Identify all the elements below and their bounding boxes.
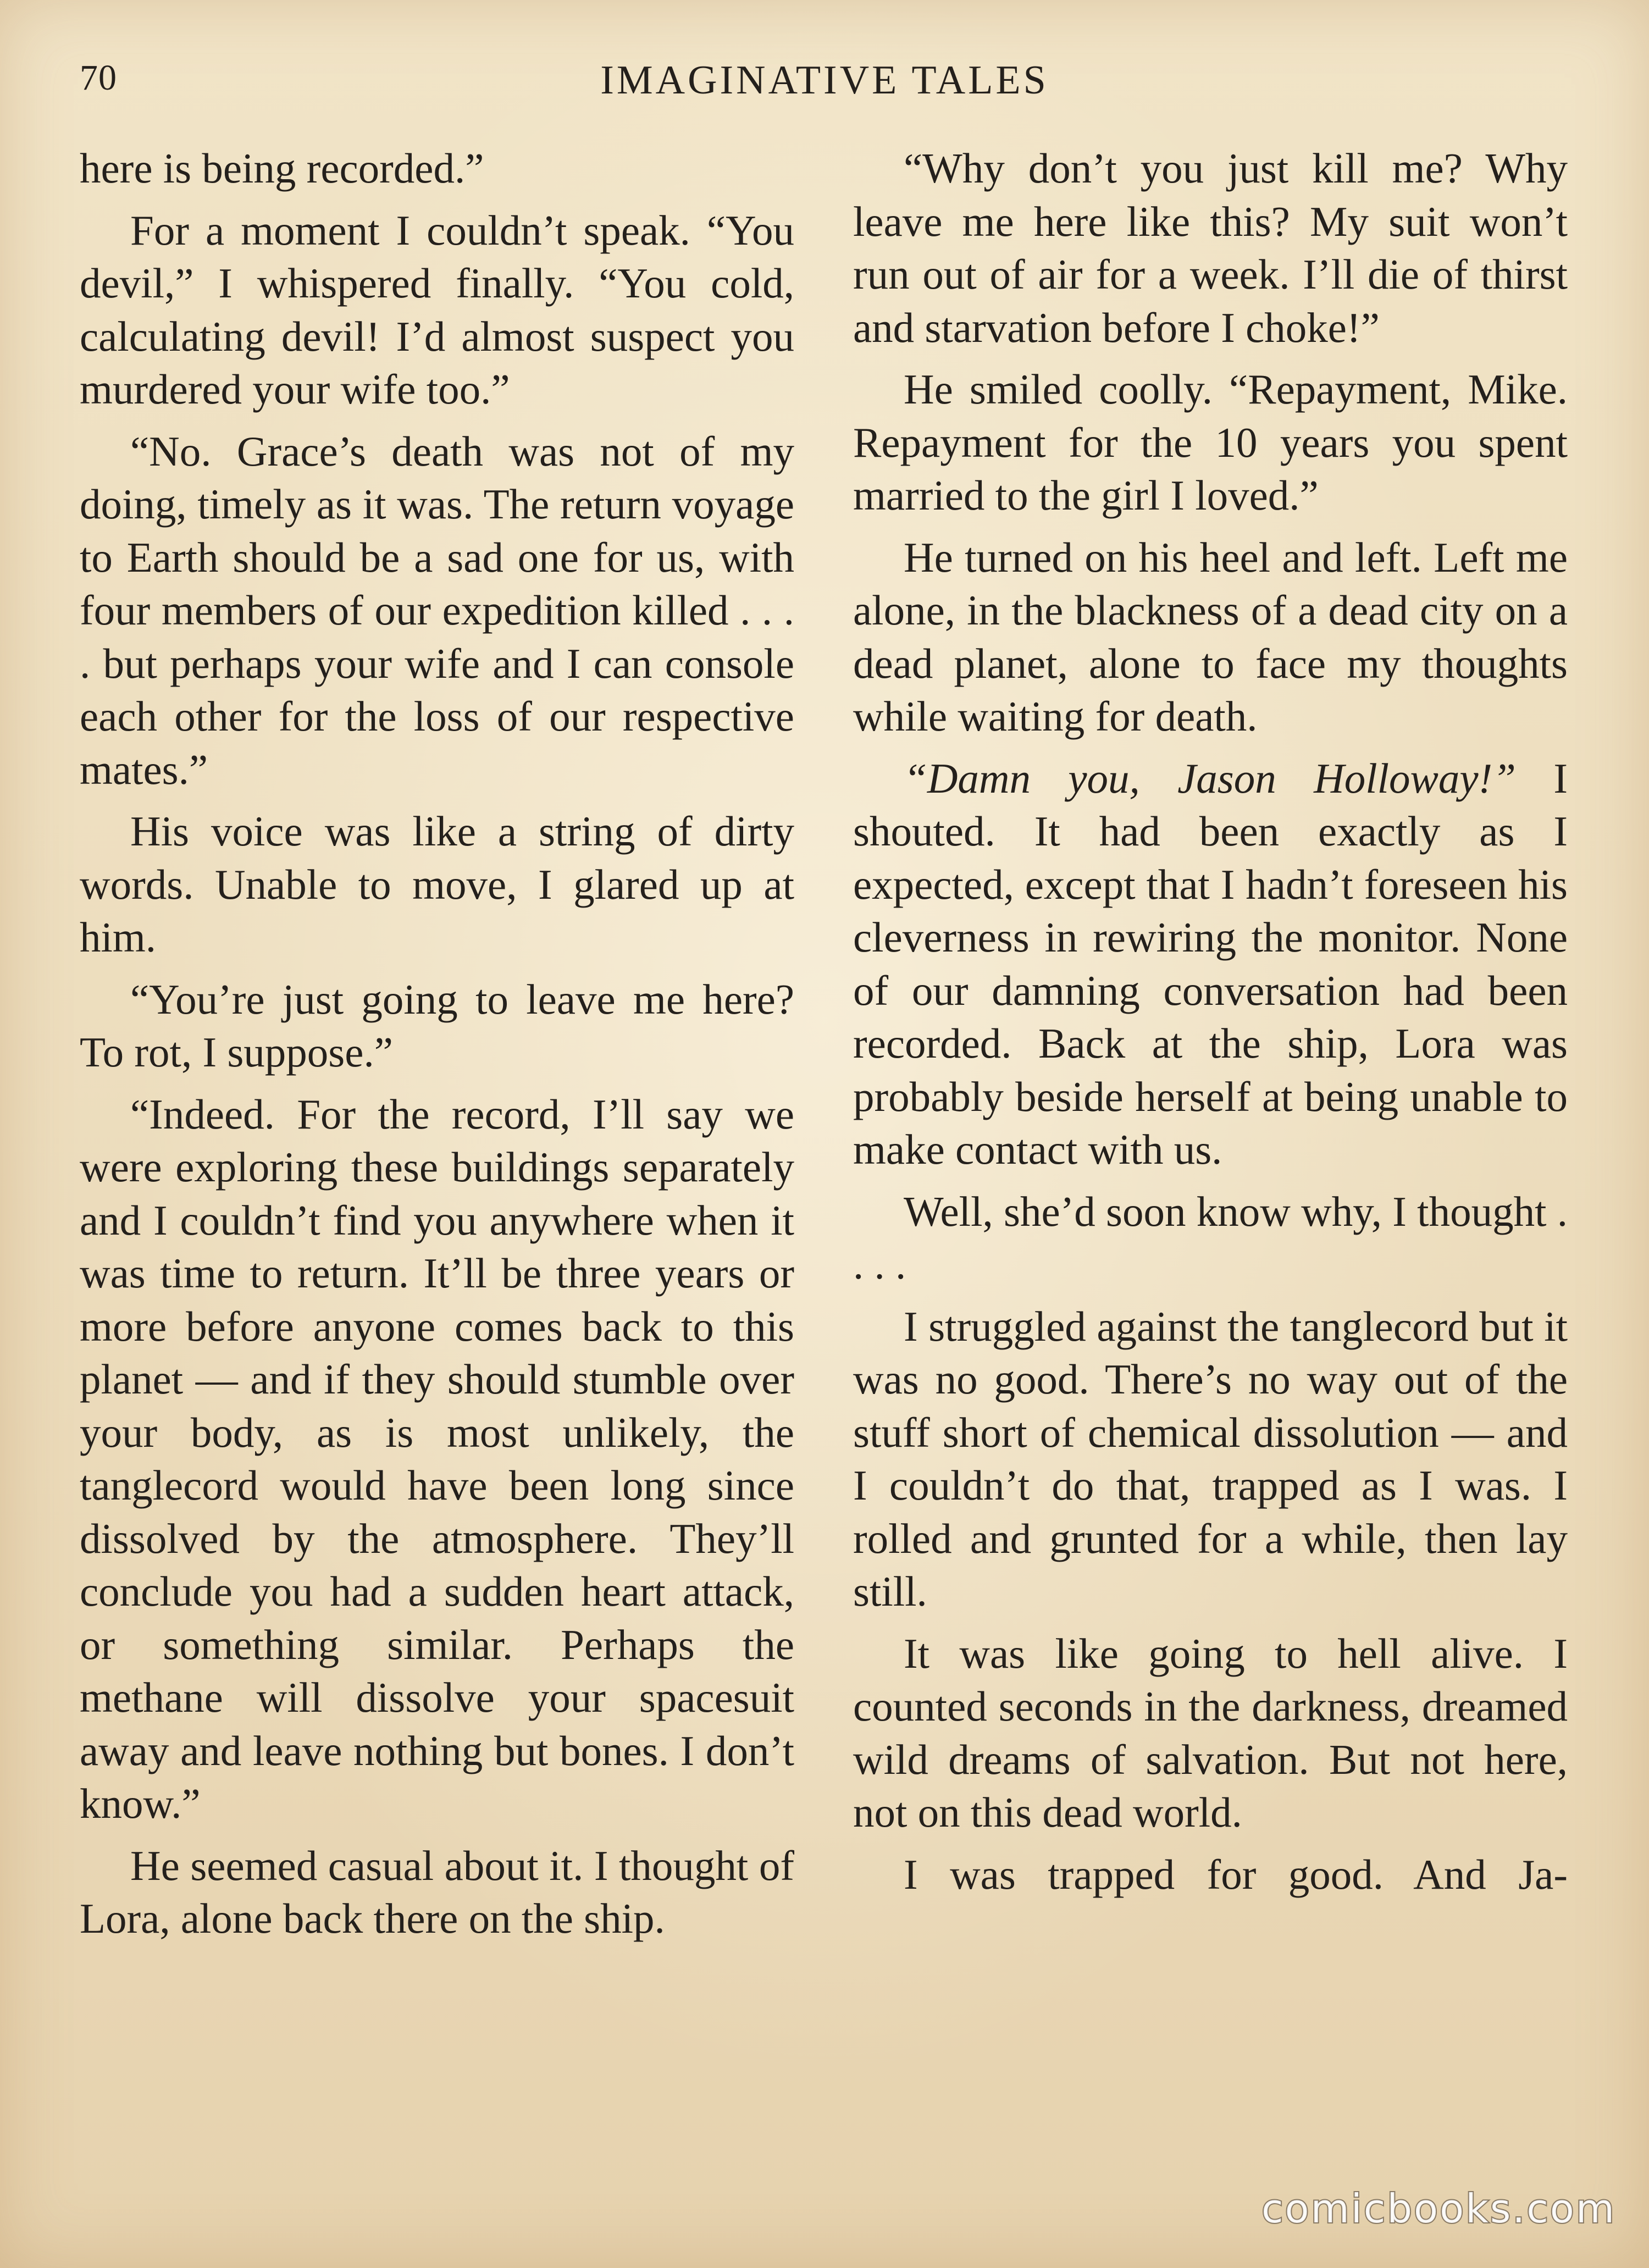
paragraph-continues: I was trapped for good. And Ja- bbox=[904, 1850, 1568, 1898]
paragraph: Well, she’d soon know why, I thought . . . . bbox=[853, 1187, 1568, 1288]
page-number: 70 bbox=[80, 58, 117, 98]
paragraph: “Indeed. For the record, I’ll say we were exploring these buildings separately and I couldn’t find you anywhere when it was time to return. It’ll be three years or more before anyone comes back to this planet — and if they should stumble over your body, as is most unlikely, the tanglecord would have been long since dissolved by the atmosphere. They’ll conclude you had a sudden heart attack, or something similar. Perhaps the methane will dissolve your spacesuit away and leave nothing but bones. I don’t know.” bbox=[80, 1090, 794, 1827]
running-head: IMAGINATIVE TALES bbox=[600, 58, 1049, 103]
paragraph: “Why don’t you just kill me? Why leave me here like this? My suit won’t run out of air for a week. I’ll die of thirst and starvation before I choke!” bbox=[853, 145, 1568, 351]
page-header bbox=[80, 57, 1569, 107]
paragraph: His voice was like a string of dirty words. Unable to move, I glared up at him. bbox=[80, 807, 794, 961]
paragraph: For a moment I couldn’t speak. “You devil,” I whispered finally. “You cold, calculating devil! I’d almost suspect you murdered your wife too.” bbox=[80, 206, 794, 413]
paragraph: “You’re just going to leave me here? To rot, I suppose.” bbox=[80, 975, 794, 1076]
column-gutter bbox=[794, 142, 853, 2187]
italic-exclamation: “Damn you, Jason Holloway!” bbox=[904, 754, 1517, 802]
right-column bbox=[853, 142, 1568, 1910]
paragraph: He smiled coolly. “Repayment, Mike. Repayment for the 10 years you spent married to the girl I loved.” bbox=[853, 366, 1568, 519]
paragraph bbox=[853, 752, 1568, 1176]
paragraph: He turned on his heel and left. Left me alone, in the blackness of a dead city on a dead planet, alone to face my thoughts while waiting for death. bbox=[853, 533, 1568, 740]
watermark-logo: comicbooks.com bbox=[1261, 2186, 1616, 2232]
paragraph: It was like going to hell alive. I counted seconds in the darkness, dreamed wild dreams of salvation. But not here, not on this dead world. bbox=[853, 1629, 1568, 1836]
paragraph: I struggled against the tanglecord but it was no good. There’s no way out of the stuff short of chemical dissolution — and I couldn’t do that, trapped as I was. I rolled and grunted for a while, then lay still. bbox=[853, 1302, 1568, 1615]
paragraph: here is being recorded.” bbox=[80, 145, 484, 192]
paragraph-text: I shouted. It had been exactly as I expected, except that I hadn’t foreseen his cleverness in rewiring the monitor. None of our damning conversation had been recorded. Back at the ship, Lora was probably beside herself at being unable to make contact with us. bbox=[853, 754, 1568, 1173]
paragraph: “No. Grace’s death was not of my doing, timely as it was. The return voyage to Earth should be a sad one for us, with four members of our expedition killed . . . . but perhaps your wife and I can console each other for the loss of our respective mates.” bbox=[80, 427, 794, 793]
left-column bbox=[80, 142, 794, 1954]
paragraph: He seemed casual about it. I thought of Lora, alone back there on the ship. bbox=[80, 1841, 794, 1942]
